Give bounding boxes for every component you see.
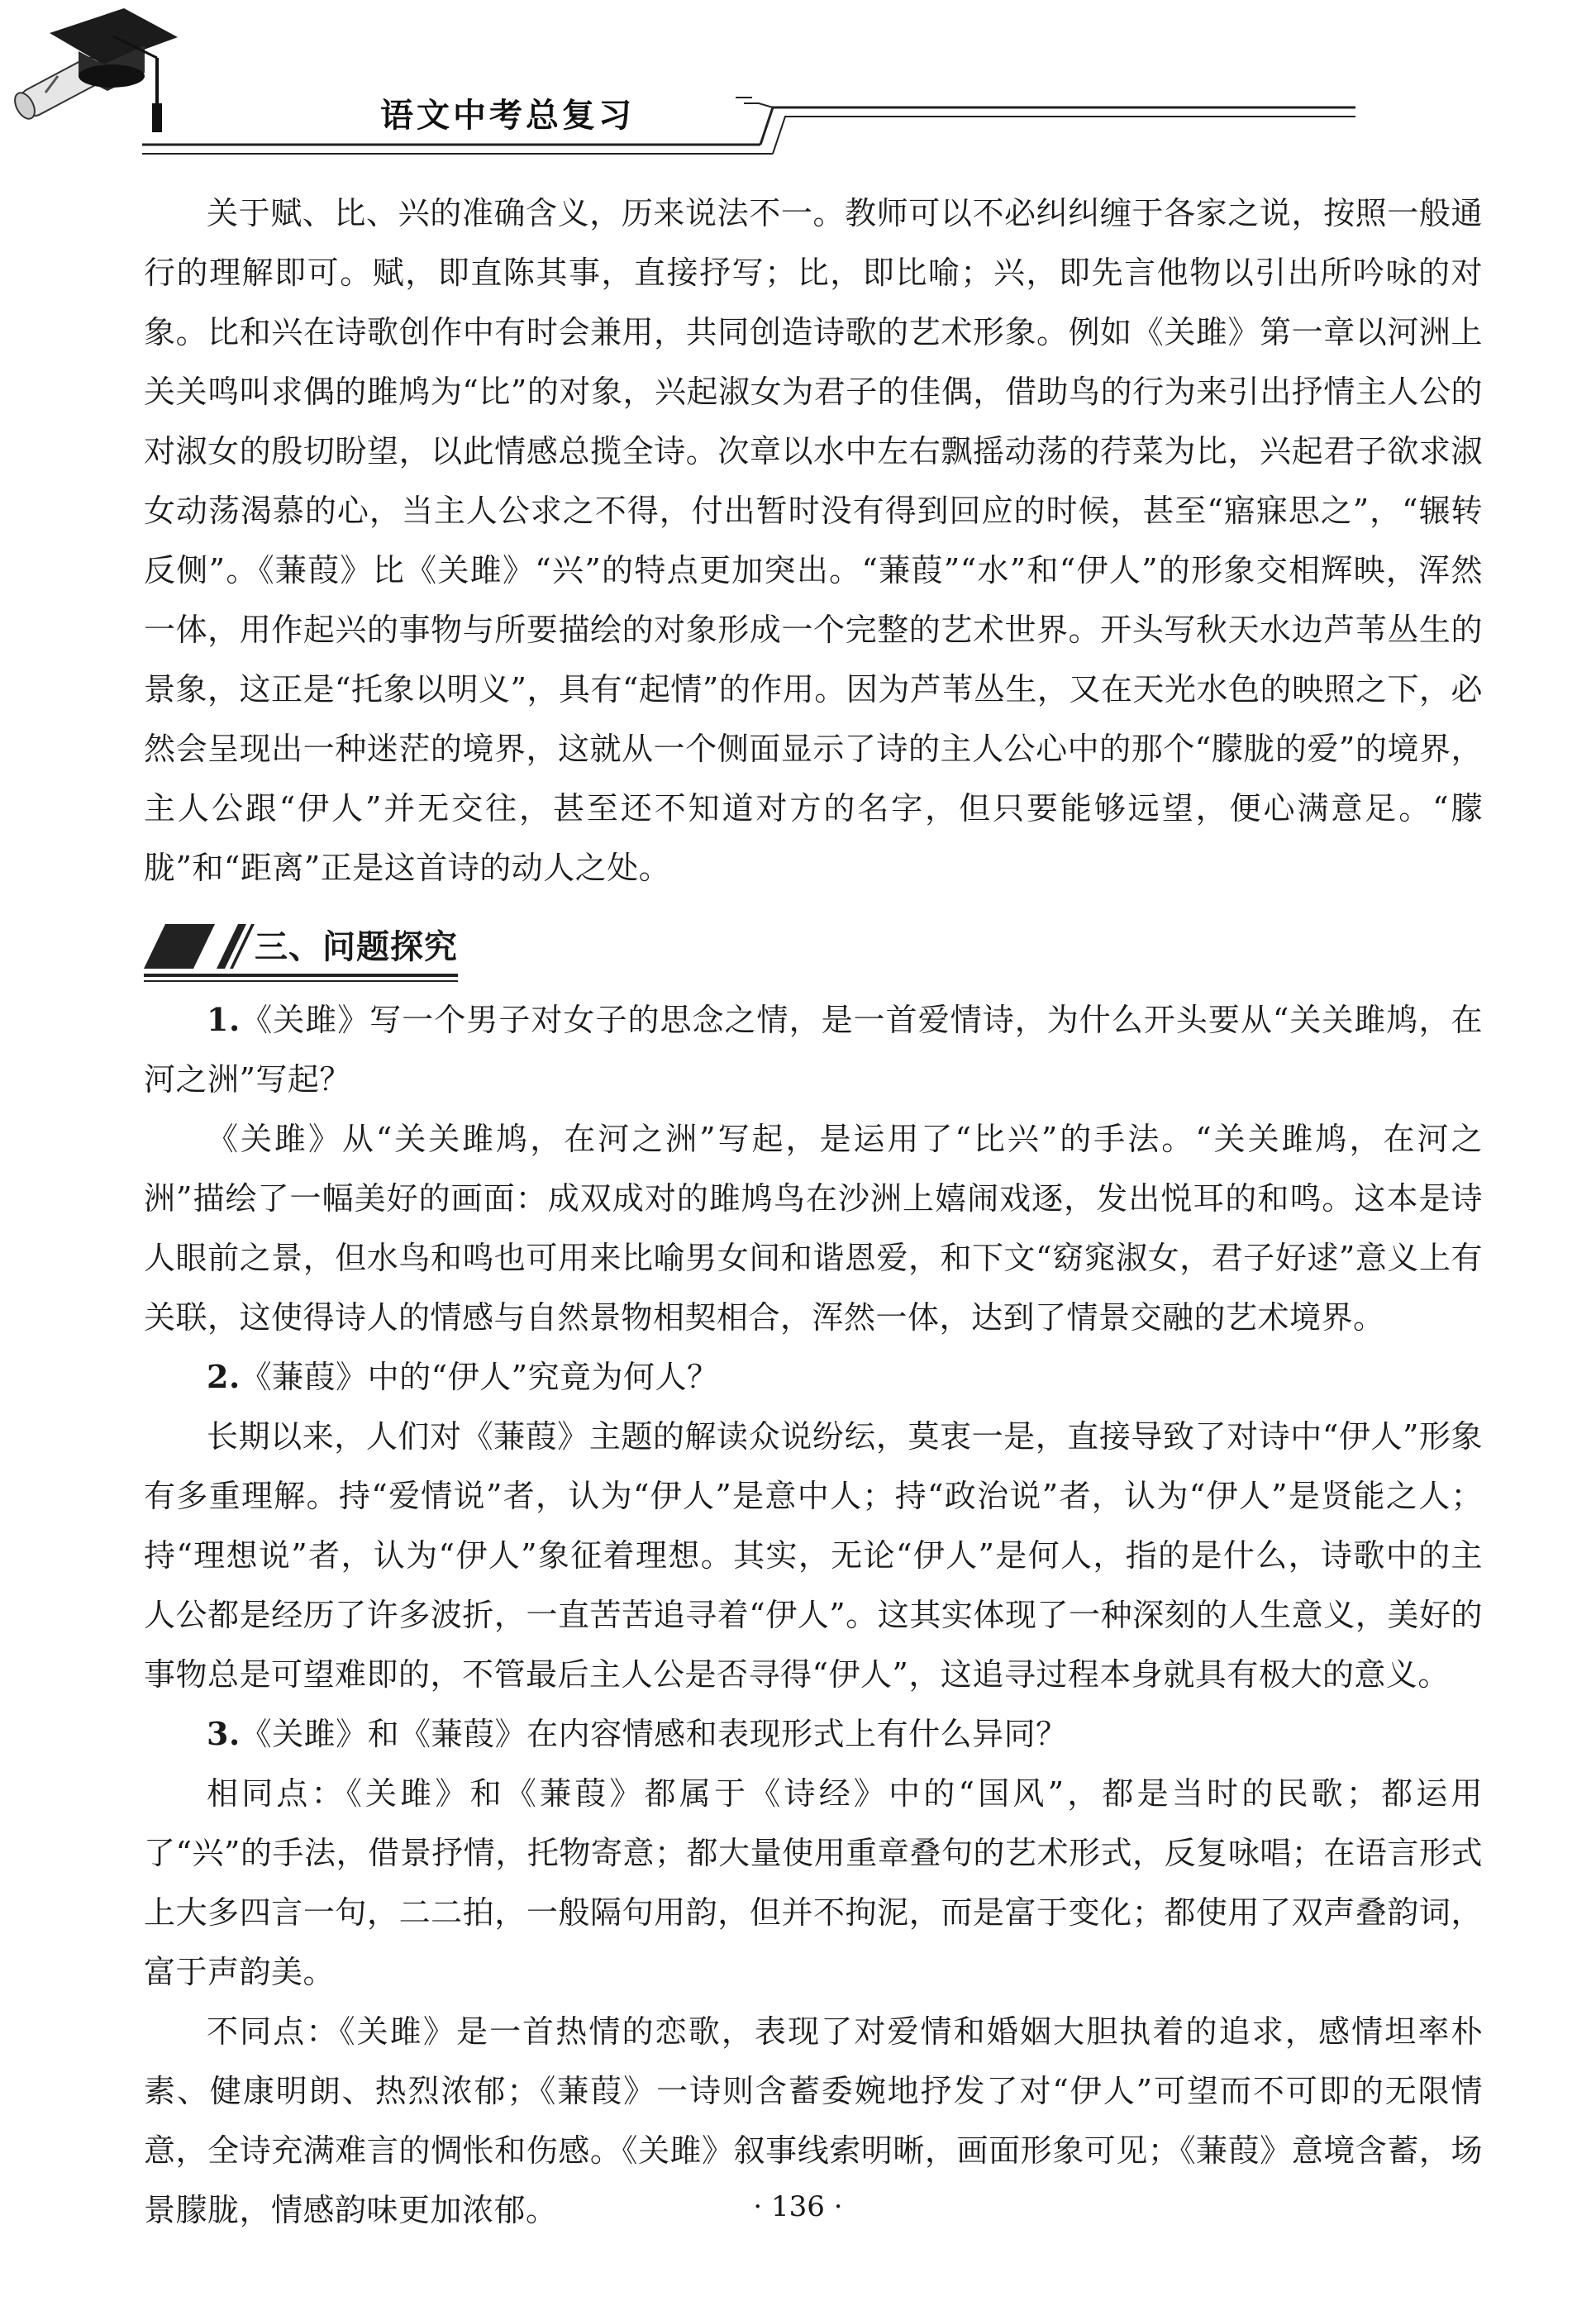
page-number: · 136 · [753,2190,843,2223]
section-title: 三、问题探究 [255,928,458,966]
question-body: 《蒹葭》中的“伊人”究竟为何人？ [240,1359,719,1395]
question-number: 3. [207,1715,241,1752]
question-3 [144,1704,1483,2240]
answer-paragraph: 长期以来，人们对《蒹葭》主题的解读众说纷纭，莫衷一是，直接导致了对诗中“伊人”形象有多重理解。持“爱情说”者，认为“伊人”是意中人；持“政治说”者，认为“伊人”是贤能之人；持“理想说”者，认为“伊人”象征着理想。其实，无论“伊人”是何人，指的是什么，诗歌中的主人公都是经历了许多波折，一直苦苦追寻着“伊人”。这其实体现了一种深刻的人生意义，美好的事物总是可望难即的，不管最后主人公是否寻得“伊人”，这追寻过程本身就具有极大的意义。 [144,1418,1483,1693]
page-header [0,0,1596,190]
question-text [144,990,1483,1109]
question-1 [144,990,1483,1347]
question-text [144,1704,1483,1764]
header-title: 语文中考总复习 [380,96,635,135]
intro-paragraph: 关于赋、比、兴的准确含义，历来说法不一。教师可以不必纠纠缠于各家之说，按照一般通行的理解即可。赋，即直陈其事，直接抒写；比，即比喻；兴，即先言他物以引出所吟咏的对象。比和兴在诗歌创作中有时会兼用，共同创造诗歌的艺术形象。例如《关雎》第一章以河洲上关关鸣叫求偶的雎鸠为“比”的对象，兴起淑女为君子的佳偶，借助鸟的行为来引出抒情主人公的对淑女的殷切盼望，以此情感总揽全诗。次章以水中左右飘摇动荡的荇菜为比，兴起君子欲求淑女动荡渴慕的心，当主人公求之不得，付出暂时没有得到回应的时候，甚至“寤寐思之”，“辗转反侧”。《蒹葭》比《关雎》“兴”的特点更加突出。“蒹葭”“水”和“伊人”的形象交相辉映，浑然一体，用作起兴的事物与所要描绘的对象形成一个完整的艺术世界。开头写秋天水边芦苇丛生的景象，这正是“托象以明义”，具有“起情”的作用。因为芦苇丛生，又在天光水色的映照之下，必然会呈现出一种迷茫的境界，这就从一个侧面显示了诗的主人公心中的那个“朦胧的爱”的境界，主人公跟“伊人”并无交往，甚至还不知道对方的名字，但只要能够远望，便心满意足。“朦胧”和“距离”正是这首诗的动人之处。 [144,195,1483,886]
answer-paragraph: 相同点：《关雎》和《蒹葭》都属于《诗经》中的“国风”，都是当时的民歌；都运用了“兴”的手法，借景抒情，托物寄意；都大量使用重章叠句的艺术形式，反复咏唱；在语言形式上大多四言一句，二二拍，一般隔句用韵，但并不拘泥，而是富于变化；都使用了双声叠韵词，富于声韵美。 [144,1775,1483,1990]
header-lines [0,0,1596,190]
question-number: 1. [207,1001,241,1038]
question-body: 《关雎》和《蒹葭》在内容情感和表现形式上有什么异同？ [240,1716,1068,1752]
question-2 [144,1347,1483,1704]
question-number: 2. [207,1358,241,1395]
question-text [144,1347,1483,1407]
answer-paragraph: 《关雎》从“关关雎鸠，在河之洲”写起，是运用了“比兴”的手法。“关关雎鸠，在河之洲”描绘了一幅美好的画面：成双成对的雎鸠鸟在沙洲上嬉闹戏逐，发出悦耳的和鸣。这本是诗人眼前之景，但水鸟和鸣也可用来比喻男女间和谐恩爱，和下文“窈窕淑女，君子好逑”意义上有关联，这使得诗人的情感与自然景物相契相合，浑然一体，达到了情景交融的艺术境界。 [144,1121,1483,1336]
answer-paragraph: 不同点：《关雎》是一首热情的恋歌，表现了对爱情和婚姻大胆执着的追求，感情坦率朴素、健康明朗、热烈浓郁；《蒹葭》一诗则含蓄委婉地抒发了对“伊人”可望而不可即的无限情意，全诗充满难言的惆怅和伤感。《关雎》叙事线索明晰，画面形象可见；《蒹葭》意境含蓄，场景朦胧，情感韵味更加浓郁。 [144,2013,1483,2228]
graduation-cap-icon [0,0,182,141]
section-heading [144,909,1483,985]
page-content [144,183,1483,2240]
question-body: 《关雎》写一个男子对女子的思念之情，是一首爱情诗，为什么开头要从“关关雎鸠，在河之洲”写起？ [144,1002,1483,1098]
